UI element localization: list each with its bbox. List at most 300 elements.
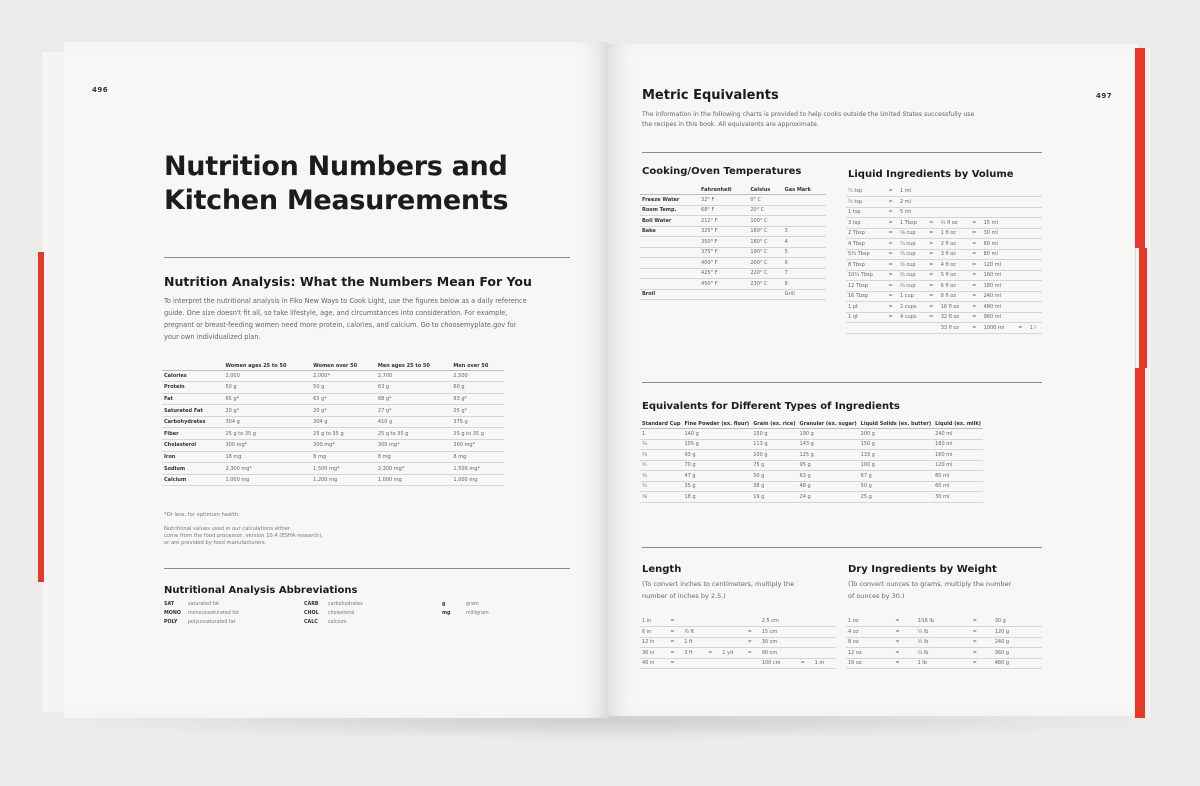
table-cell: 65 g* bbox=[223, 393, 311, 405]
table-cell: 27 g* bbox=[376, 405, 452, 417]
column-header: Granular (ex. sugar) bbox=[798, 418, 859, 429]
oven-title: Cooking/Oven Temperatures bbox=[642, 166, 802, 177]
table-row bbox=[162, 382, 504, 394]
table-cell: ¼ cup bbox=[898, 239, 927, 250]
table-cell bbox=[970, 186, 982, 197]
table-row bbox=[162, 463, 504, 475]
table-cell bbox=[682, 658, 706, 669]
abbr-divider bbox=[164, 568, 570, 569]
table-cell: 1000 ml bbox=[982, 323, 1017, 334]
table-cell: 1,500 mg* bbox=[311, 463, 376, 475]
table-cell bbox=[1016, 291, 1028, 302]
table-cell: 8 bbox=[783, 279, 826, 290]
table-cell: 4 oz bbox=[846, 627, 893, 638]
section-divider bbox=[642, 382, 1042, 383]
table-cell: 1 pt bbox=[846, 302, 886, 313]
table-cell bbox=[1028, 218, 1042, 229]
table-cell: = bbox=[970, 312, 982, 323]
table-cell: = bbox=[706, 648, 720, 659]
table-cell bbox=[1016, 260, 1028, 271]
table-cell: 120 ml bbox=[933, 460, 983, 471]
table-cell bbox=[927, 207, 939, 218]
table-cell: 1 in bbox=[640, 616, 668, 627]
table-row bbox=[640, 492, 983, 503]
table-cell: 105 g bbox=[682, 439, 751, 450]
abbreviation-meaning: saturated fat bbox=[188, 602, 220, 607]
table-cell: = bbox=[1016, 323, 1028, 334]
table-row bbox=[846, 616, 1042, 627]
table-row bbox=[162, 393, 504, 405]
table-cell: 36 in bbox=[640, 648, 668, 659]
table-cell bbox=[813, 648, 836, 659]
abbreviation-meaning: polyunsaturated fat bbox=[188, 620, 236, 625]
table-cell bbox=[927, 323, 939, 334]
note-line: (To convert ounces to grams, multiply the number bbox=[848, 580, 1012, 588]
column-header bbox=[162, 350, 223, 370]
table-cell: = bbox=[970, 270, 982, 281]
table-row bbox=[640, 237, 826, 248]
table-cell: 300 mg* bbox=[311, 440, 376, 452]
table-cell: 25 g bbox=[859, 492, 933, 503]
abbreviation-meaning: monounsaturated fat bbox=[188, 611, 239, 616]
table-cell: 960 ml bbox=[982, 312, 1017, 323]
table-cell: 190 g bbox=[798, 429, 859, 440]
table-cell: 12 oz bbox=[846, 648, 893, 659]
table-cell: 50 g bbox=[223, 382, 311, 394]
table-cell: 4 bbox=[783, 237, 826, 248]
nutrition-table bbox=[162, 350, 504, 486]
note-line: Nutritional values used in our calculations either bbox=[164, 526, 291, 532]
table-cell: 160° C bbox=[748, 226, 782, 237]
right-page-edges bbox=[1135, 48, 1151, 718]
table-row bbox=[846, 239, 1042, 250]
table-row bbox=[846, 281, 1042, 292]
table-row bbox=[162, 440, 504, 452]
table-cell bbox=[1028, 291, 1042, 302]
table-cell: 1,500 mg* bbox=[451, 463, 504, 475]
table-cell bbox=[640, 279, 699, 290]
table-cell bbox=[1016, 218, 1028, 229]
table-cell: ¼ tsp bbox=[846, 186, 886, 197]
table-cell: = bbox=[971, 648, 993, 659]
column-header bbox=[640, 184, 699, 195]
table-cell: 50 g bbox=[311, 382, 376, 394]
table-cell bbox=[927, 186, 939, 197]
table-cell: 3 fl oz bbox=[939, 249, 970, 260]
table-row bbox=[846, 186, 1042, 197]
table-cell: 19 g bbox=[751, 492, 797, 503]
table-cell: 20 g* bbox=[223, 405, 311, 417]
table-cell: 75 g bbox=[751, 460, 797, 471]
column-header: Celsius bbox=[748, 184, 782, 195]
column-header: Fine Powder (ex. flour) bbox=[682, 418, 751, 429]
table-cell: 2 ml bbox=[898, 197, 927, 208]
table-row bbox=[640, 205, 826, 216]
table-cell: 480 ml bbox=[982, 302, 1017, 313]
table-cell: ¼ lb bbox=[915, 627, 970, 638]
table-cell bbox=[1016, 186, 1028, 197]
table-row bbox=[640, 481, 983, 492]
page-title-line-2: Kitchen Measurements bbox=[164, 185, 509, 216]
table-cell: 1 l bbox=[1028, 323, 1042, 334]
table-row bbox=[640, 258, 826, 269]
table-cell: 7 bbox=[783, 268, 826, 279]
length-title: Length bbox=[642, 564, 682, 575]
table-cell: = bbox=[886, 281, 898, 292]
table-cell bbox=[720, 637, 745, 648]
table-cell bbox=[1028, 228, 1042, 239]
table-cell: 8 oz bbox=[846, 637, 893, 648]
table-cell: ½ bbox=[640, 460, 682, 471]
table-cell: 16 Tbsp bbox=[846, 291, 886, 302]
table-cell: 1,000 mg bbox=[223, 474, 311, 486]
page-title-line-1: Nutrition Numbers and bbox=[164, 151, 508, 182]
table-row bbox=[640, 658, 836, 669]
table-cell: ⅓ cup bbox=[898, 249, 927, 260]
table-cell: ¾ lb bbox=[915, 648, 970, 659]
table-cell: 2,300 mg* bbox=[376, 463, 452, 475]
left-page bbox=[64, 42, 608, 718]
metric-intro bbox=[642, 110, 1062, 130]
table-cell: 20 g* bbox=[311, 405, 376, 417]
table-cell: 133 g bbox=[859, 450, 933, 461]
table-cell: 30 ml bbox=[982, 228, 1017, 239]
liquid-title: Liquid Ingredients by Volume bbox=[848, 169, 1014, 180]
table-cell bbox=[1028, 312, 1042, 323]
table-cell: 1,000 mg bbox=[451, 474, 504, 486]
table-cell: = bbox=[886, 260, 898, 271]
dry-note bbox=[848, 578, 1048, 602]
abbreviation-key: MONO bbox=[164, 611, 181, 616]
table-cell: = bbox=[746, 648, 760, 659]
table-cell: = bbox=[970, 228, 982, 239]
table-cell: 1 fl oz bbox=[939, 228, 970, 239]
table-cell: 3 bbox=[783, 226, 826, 237]
table-cell bbox=[746, 616, 760, 627]
table-cell: 67 g bbox=[859, 471, 933, 482]
note-line: or are provided by food manufacturers. bbox=[164, 540, 267, 546]
table-cell bbox=[982, 186, 1017, 197]
table-header-row bbox=[640, 418, 983, 429]
table-cell: 0° C bbox=[748, 195, 782, 206]
table-cell: = bbox=[886, 270, 898, 281]
table-cell: Calcium bbox=[162, 474, 223, 486]
length-table bbox=[640, 616, 836, 669]
table-cell bbox=[1016, 281, 1028, 292]
table-row bbox=[162, 474, 504, 486]
table-cell: = bbox=[886, 312, 898, 323]
table-row bbox=[640, 471, 983, 482]
table-row bbox=[846, 260, 1042, 271]
table-cell: 18 mg bbox=[223, 451, 311, 463]
abbreviation-meaning: gram bbox=[466, 602, 479, 607]
table-cell: 1 yd bbox=[720, 648, 745, 659]
abbreviation-key: CHOL bbox=[304, 611, 319, 616]
table-header-row bbox=[162, 350, 504, 370]
table-cell: Grill bbox=[783, 289, 826, 300]
table-cell: 25 g to 35 g bbox=[451, 428, 504, 440]
table-cell: = bbox=[886, 186, 898, 197]
table-row bbox=[640, 616, 836, 627]
table-cell: 120 ml bbox=[982, 260, 1017, 271]
table-cell: Fiber bbox=[162, 428, 223, 440]
table-cell bbox=[939, 197, 970, 208]
table-cell: 2 fl oz bbox=[939, 239, 970, 250]
table-cell: 180 ml bbox=[933, 439, 983, 450]
table-cell: = bbox=[799, 658, 813, 669]
table-cell: 32° F bbox=[699, 195, 748, 206]
table-cell: = bbox=[970, 291, 982, 302]
table-row bbox=[640, 648, 836, 659]
table-cell: Freeze Water bbox=[640, 195, 699, 206]
table-row bbox=[640, 460, 983, 471]
table-row bbox=[846, 207, 1042, 218]
table-cell: = bbox=[886, 197, 898, 208]
table-cell bbox=[813, 637, 836, 648]
table-row bbox=[162, 451, 504, 463]
table-cell: 30 cm bbox=[760, 637, 799, 648]
table-cell: 3 ft bbox=[682, 648, 706, 659]
table-cell: = bbox=[893, 616, 915, 627]
table-cell: 180° C bbox=[748, 237, 782, 248]
section-divider bbox=[164, 257, 570, 258]
abbreviation-key: CALC bbox=[304, 620, 318, 625]
abbreviation-item bbox=[304, 609, 434, 618]
table-cell bbox=[1016, 197, 1028, 208]
table-cell: 60 g bbox=[451, 382, 504, 394]
table-cell: 300 mg* bbox=[376, 440, 452, 452]
section-divider bbox=[642, 547, 1042, 548]
table-cell: 30 ml bbox=[933, 492, 983, 503]
intro-line: The information in the following charts is provided to help cooks outside the United States successfully use bbox=[642, 111, 975, 118]
table-cell: 1 cup bbox=[898, 291, 927, 302]
table-cell: 90 cm bbox=[760, 648, 799, 659]
table-cell: Cholesterol bbox=[162, 440, 223, 452]
abbreviations-title: Nutritional Analysis Abbreviations bbox=[164, 585, 358, 596]
table-cell: 1 tsp bbox=[846, 207, 886, 218]
table-cell: = bbox=[886, 218, 898, 229]
table-cell: 143 g bbox=[798, 439, 859, 450]
table-cell: = bbox=[927, 239, 939, 250]
table-cell bbox=[1028, 239, 1042, 250]
table-cell bbox=[720, 658, 745, 669]
table-cell: = bbox=[886, 291, 898, 302]
table-cell bbox=[799, 616, 813, 627]
table-cell bbox=[982, 197, 1017, 208]
table-row bbox=[640, 429, 983, 440]
table-cell: ½ cup bbox=[898, 260, 927, 271]
table-cell: 63 g bbox=[376, 382, 452, 394]
table-row bbox=[640, 450, 983, 461]
table-cell bbox=[783, 195, 826, 206]
table-cell bbox=[939, 186, 970, 197]
table-cell: 8 fl oz bbox=[939, 291, 970, 302]
table-cell: 360 g bbox=[993, 648, 1042, 659]
table-cell: 160 ml bbox=[982, 270, 1017, 281]
table-cell: 1 m bbox=[813, 658, 836, 669]
table-cell bbox=[1016, 228, 1028, 239]
table-cell: 8 Tbsp bbox=[846, 260, 886, 271]
table-cell bbox=[1028, 197, 1042, 208]
table-cell: = bbox=[746, 627, 760, 638]
table-cell: 375° F bbox=[699, 247, 748, 258]
table-cell: 100 cm bbox=[760, 658, 799, 669]
table-row bbox=[846, 658, 1042, 669]
table-cell: = bbox=[893, 637, 915, 648]
table-cell: 450° F bbox=[699, 279, 748, 290]
table-cell: 1 lb bbox=[915, 658, 970, 669]
table-cell: 70 g bbox=[682, 460, 751, 471]
table-cell bbox=[1016, 249, 1028, 260]
table-cell: = bbox=[886, 239, 898, 250]
table-cell bbox=[982, 207, 1017, 218]
table-cell bbox=[1016, 302, 1028, 313]
table-cell: 80 ml bbox=[982, 249, 1017, 260]
table-cell bbox=[799, 627, 813, 638]
table-cell bbox=[706, 658, 720, 669]
table-cell bbox=[1028, 249, 1042, 260]
abbreviations-column bbox=[442, 600, 542, 618]
table-row bbox=[846, 218, 1042, 229]
column-header: Gas Mark bbox=[783, 184, 826, 195]
table-cell: 4 Tbsp bbox=[846, 239, 886, 250]
table-cell: = bbox=[970, 323, 982, 334]
table-cell: 230° C bbox=[748, 279, 782, 290]
table-cell: Sodium bbox=[162, 463, 223, 475]
length-note bbox=[642, 578, 842, 602]
table-cell: Protein bbox=[162, 382, 223, 394]
table-cell: = bbox=[893, 627, 915, 638]
abbreviation-meaning: cholesterol bbox=[328, 611, 355, 616]
abbreviation-item bbox=[442, 600, 542, 609]
abbreviation-item bbox=[442, 609, 542, 618]
table-cell: 6 fl oz bbox=[939, 281, 970, 292]
table-cell: 240 ml bbox=[933, 429, 983, 440]
table-cell: 220° C bbox=[748, 268, 782, 279]
abbreviation-item bbox=[164, 618, 294, 627]
table-row bbox=[162, 370, 504, 382]
table-cell bbox=[682, 616, 706, 627]
table-cell: 4 fl oz bbox=[939, 260, 970, 271]
intro-line: guide. One size doesn't fit all, so take lifestyle, age, and circumstances into consideration. For example, bbox=[164, 309, 508, 317]
table-cell bbox=[886, 323, 898, 334]
table-cell bbox=[640, 258, 699, 269]
table-cell: 400° F bbox=[699, 258, 748, 269]
abbreviation-item bbox=[164, 609, 294, 618]
table-cell: 68° F bbox=[699, 205, 748, 216]
table-cell: Carbohydrates bbox=[162, 416, 223, 428]
table-cell: 3 tsp bbox=[846, 218, 886, 229]
table-cell bbox=[1016, 207, 1028, 218]
table-cell: 60 ml bbox=[933, 481, 983, 492]
column-header: Grain (ex. rice) bbox=[751, 418, 797, 429]
column-header: Fahrenheit bbox=[699, 184, 748, 195]
table-cell: 1 bbox=[640, 429, 682, 440]
table-cell: 80 ml bbox=[933, 471, 983, 482]
table-cell: 100 g bbox=[859, 460, 933, 471]
table-cell: ½ fl oz bbox=[939, 218, 970, 229]
table-row bbox=[846, 302, 1042, 313]
table-cell: ¾ cup bbox=[898, 281, 927, 292]
table-cell: Room Temp. bbox=[640, 205, 699, 216]
table-cell: 425° F bbox=[699, 268, 748, 279]
table-cell: = bbox=[668, 648, 682, 659]
table-row bbox=[162, 405, 504, 417]
section-divider bbox=[642, 152, 1042, 153]
table-cell: 88 g* bbox=[376, 393, 452, 405]
table-cell: 8 mg bbox=[451, 451, 504, 463]
table-cell: 24 g bbox=[798, 492, 859, 503]
table-cell bbox=[783, 216, 826, 227]
table-cell: 1 qt bbox=[846, 312, 886, 323]
table-cell bbox=[939, 207, 970, 218]
abbreviation-key: SAT bbox=[164, 602, 175, 607]
table-cell: 18 g bbox=[682, 492, 751, 503]
table-cell: Broil bbox=[640, 289, 699, 300]
table-cell bbox=[720, 616, 745, 627]
table-cell: 35 g bbox=[682, 481, 751, 492]
table-cell bbox=[1016, 312, 1028, 323]
table-cell: 25 g to 35 g bbox=[311, 428, 376, 440]
ingredient-equivalents-table bbox=[640, 418, 983, 503]
table-cell bbox=[1016, 270, 1028, 281]
table-cell bbox=[1028, 207, 1042, 218]
liquid-volume-table bbox=[846, 186, 1042, 334]
table-cell: 180 ml bbox=[982, 281, 1017, 292]
table-cell bbox=[706, 616, 720, 627]
table-cell bbox=[799, 637, 813, 648]
nutrition-section-title: Nutrition Analysis: What the Numbers Mean For You bbox=[164, 274, 532, 289]
table-cell: 2 Tbsp bbox=[846, 228, 886, 239]
table-cell: = bbox=[927, 270, 939, 281]
table-cell: 300 mg* bbox=[451, 440, 504, 452]
table-cell bbox=[927, 197, 939, 208]
table-cell bbox=[898, 323, 927, 334]
column-header: Men over 50 bbox=[451, 350, 504, 370]
page-number: 496 bbox=[92, 86, 109, 94]
table-cell: ¼ bbox=[640, 481, 682, 492]
table-cell: = bbox=[927, 281, 939, 292]
table-cell bbox=[1028, 270, 1042, 281]
table-header-row bbox=[640, 184, 826, 195]
table-cell: 150 g bbox=[751, 429, 797, 440]
table-cell: 6 in bbox=[640, 627, 668, 638]
table-cell: 65 g* bbox=[311, 393, 376, 405]
table-cell: 1 oz bbox=[846, 616, 893, 627]
table-row bbox=[846, 627, 1042, 638]
table-cell: 125 g bbox=[798, 450, 859, 461]
table-cell: 5 bbox=[783, 247, 826, 258]
table-cell: = bbox=[927, 260, 939, 271]
table-row bbox=[846, 249, 1042, 260]
table-cell: 10⅔ Tbsp bbox=[846, 270, 886, 281]
table-cell: 100° C bbox=[748, 216, 782, 227]
table-cell: = bbox=[927, 218, 939, 229]
table-cell: 190° C bbox=[748, 247, 782, 258]
column-header: Standard Cup bbox=[640, 418, 682, 429]
table-row bbox=[846, 648, 1042, 659]
table-cell: 63 g bbox=[798, 471, 859, 482]
column-header: Liquid (ex. milk) bbox=[933, 418, 983, 429]
abbreviation-meaning: milligram bbox=[466, 611, 489, 616]
table-cell bbox=[813, 616, 836, 627]
table-cell bbox=[746, 658, 760, 669]
table-cell: 12 in bbox=[640, 637, 668, 648]
table-cell: = bbox=[886, 228, 898, 239]
table-cell: 2,300 mg* bbox=[223, 463, 311, 475]
table-cell: 5⅓ Tbsp bbox=[846, 249, 886, 260]
table-cell: 1⁄16 lb bbox=[915, 616, 970, 627]
